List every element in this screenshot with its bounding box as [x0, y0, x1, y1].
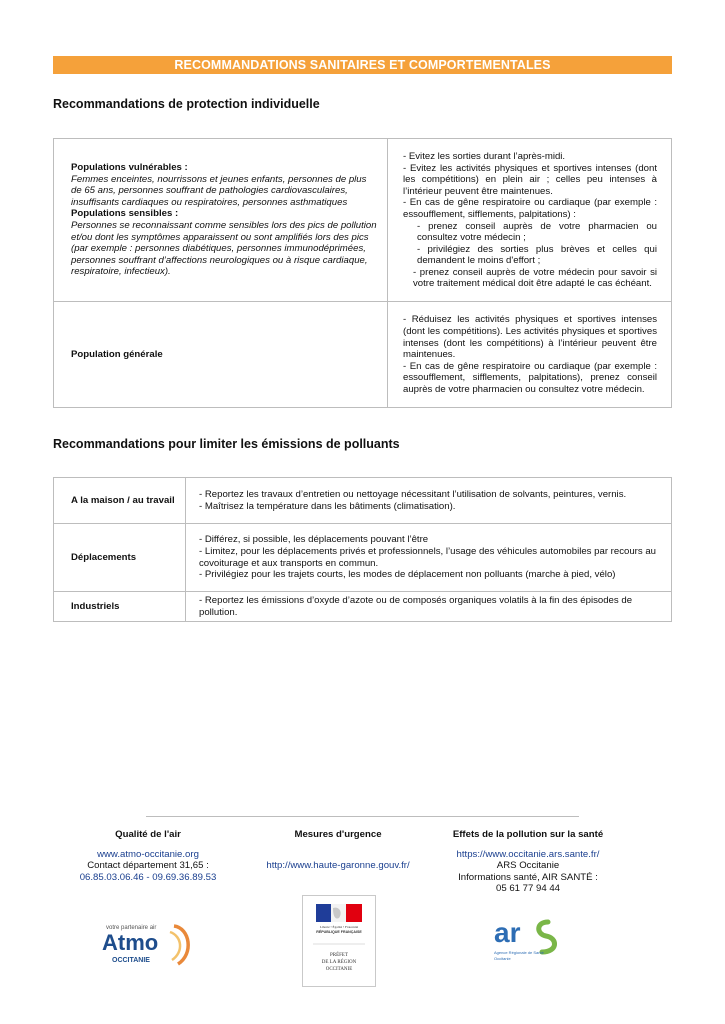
recommendation-line: - prenez conseil auprès de votre pharmacien ou consultez votre médecin ; — [417, 220, 657, 244]
ars-occitanie-logo — [492, 914, 572, 964]
ars-wordmark-ar: ar — [494, 917, 521, 948]
table-cell-actions — [186, 592, 672, 622]
section-title-individual-protection: Recommandations de protection individuelle — [53, 97, 320, 111]
recommendation-line: - Réduisez les activités physiques et sportives intenses (dont les compétitions). Les activités physiques et sportives intenses (dont les compétitions) à l’intérieur peuvent être maintenues. — [403, 314, 657, 361]
pref-republic: RÉPUBLIQUE FRANÇAISE — [316, 930, 362, 934]
atmo-tagline: votre partenaire air — [106, 925, 157, 931]
vulnerable-populations-text: Femmes enceintes, nourrissons et jeunes enfants, personnes de plus de 65 ans, personnes souffrant de pathologies cardiovasculaires, insuffisants cardiaques ou respiratoires, personnes asthmatiques — [71, 173, 367, 208]
footer-emergency-title: Mesures d'urgence — [294, 829, 382, 840]
table-row — [54, 139, 672, 302]
pref-line1: PRÉFET — [329, 953, 349, 958]
table-row — [54, 302, 672, 408]
section-banner: RECOMMANDATIONS SANITAIRES ET COMPORTEMENTALES — [53, 56, 672, 74]
atmo-wordmark: Atmo — [102, 930, 159, 955]
sensitive-populations-title: Populations sensibles : — [71, 208, 179, 220]
footer-health-effects — [430, 829, 626, 895]
ars-region: Occitanie — [494, 956, 511, 961]
recommendation-line: - En cas de gêne respiratoire ou cardiaque (par exemple : essoufflement, sifflements, palpitations), prenez conseil auprès de votre pharmacien ou consultez votre médecin. — [403, 360, 657, 395]
individual-protection-table — [53, 138, 672, 408]
footer-separator — [146, 816, 579, 817]
footer-air-quality — [58, 829, 238, 883]
table-cell-context-label: Industriels — [54, 592, 186, 622]
action-line: - Privilégiez pour les trajets courts, les modes de déplacement non polluants (marche à pied, vélo) — [199, 569, 616, 581]
table-cell-recommendations — [388, 139, 672, 302]
atmo-region: OCCITANIE — [112, 957, 150, 964]
action-line: - Limitez, pour les déplacements privés et professionnels, l’usage des véhicules automobiles par recours au covoiturage et aux transports en commun. — [199, 545, 657, 569]
action-line: - Maîtrisez la température dans les bâtiments (climatisation). — [199, 500, 456, 512]
prefet-occitanie-logo — [302, 895, 376, 987]
table-cell-general-population: Population générale — [54, 302, 388, 408]
pref-line2: DE LA RÉGION — [321, 960, 357, 965]
footer-air-quality-title: Qualité de l'air — [115, 829, 181, 840]
table-row — [54, 524, 672, 592]
footer-emergency-measures — [248, 829, 428, 871]
sensitive-populations-text: Personnes se reconnaissant comme sensibles lors des pics de pollution et/ou dont les symptômes apparaissent ou sont amplifiés lors des pics (par exemple : personnes diabétiques, personnes immunodéprimées, personnes souffrant d’affections neurologiques ou à risque cardiaque, respiratoire, infectieux). — [71, 220, 377, 278]
atmo-occitanie-logo — [98, 914, 208, 970]
table-row — [54, 592, 672, 622]
table-cell-actions — [186, 478, 672, 524]
ars-info-label: Informations santé, AIR SANTÉ : — [458, 871, 598, 883]
recommendation-line: - En cas de gêne respiratoire ou cardiaque (par exemple : essoufflement, sifflements, palpitations) : — [403, 197, 657, 220]
recommendation-line: - Evitez les activités physiques et sportives intenses (dont les compétitions) en plein air ; celles peu intenses à l’intérieur peuvent être maintenues. — [403, 162, 657, 197]
section-title-limit-emissions: Recommandations pour limiter les émissions de polluants — [53, 437, 400, 451]
table-cell-actions — [186, 524, 672, 592]
vulnerable-populations-title: Populations vulnérables : — [71, 162, 188, 174]
recommendation-line: - prenez conseil auprès de votre médecin pour savoir si votre traitement médical doit être adapté le cas échéant. — [413, 266, 657, 290]
pref-line3: OCCITANIE — [325, 967, 353, 972]
table-row — [54, 478, 672, 524]
atmo-contact-label: Contact département 31,65 : — [87, 860, 209, 872]
atmo-contact-phones: 06.85.03.06.46 - 09.69.36.89.53 — [79, 871, 217, 883]
action-line: - Différez, si possible, les déplacements pouvant l’être — [199, 534, 429, 546]
ars-phone: 05 61 77 94 44 — [495, 883, 561, 895]
recommendation-line: - Evitez les sorties durant l’après-midi. — [403, 150, 566, 162]
recommendation-line: - privilégiez des sorties plus brèves et celles qui demandent le moins d'effort ; — [417, 243, 657, 267]
ars-s-green — [539, 922, 555, 952]
table-cell-context-label: Déplacements — [54, 524, 186, 592]
ars-website-link[interactable]: https://www.occitanie.ars.sante.fr/ — [456, 849, 600, 860]
atmo-website-link[interactable]: www.atmo-occitanie.org — [97, 849, 199, 860]
action-line: - Reportez les émissions d’oxyde d’azote ou de composés organiques volatils à la fin des épisodes de pollution. — [199, 595, 633, 618]
pref-motto: Liberté • Égalité • Fraternité — [319, 925, 359, 929]
table-cell-populations — [54, 139, 388, 302]
ars-organization: ARS Occitanie — [496, 860, 560, 872]
action-line: - Reportez les travaux d’entretien ou nettoyage nécessitant l’utilisation de solvants, peintures, vernis. — [199, 488, 627, 500]
table-cell-recommendations — [388, 302, 672, 408]
prefecture-website-link[interactable]: http://www.haute-garonne.gouv.fr/ — [266, 860, 410, 871]
ars-subtitle: Agence Régionale de Santé — [494, 950, 544, 955]
footer-health-title: Effets de la pollution sur la santé — [452, 829, 604, 840]
limit-emissions-table — [53, 477, 672, 622]
atmo-swoosh-yellow — [170, 932, 180, 960]
table-cell-context-label: A la maison / au travail — [54, 478, 186, 524]
